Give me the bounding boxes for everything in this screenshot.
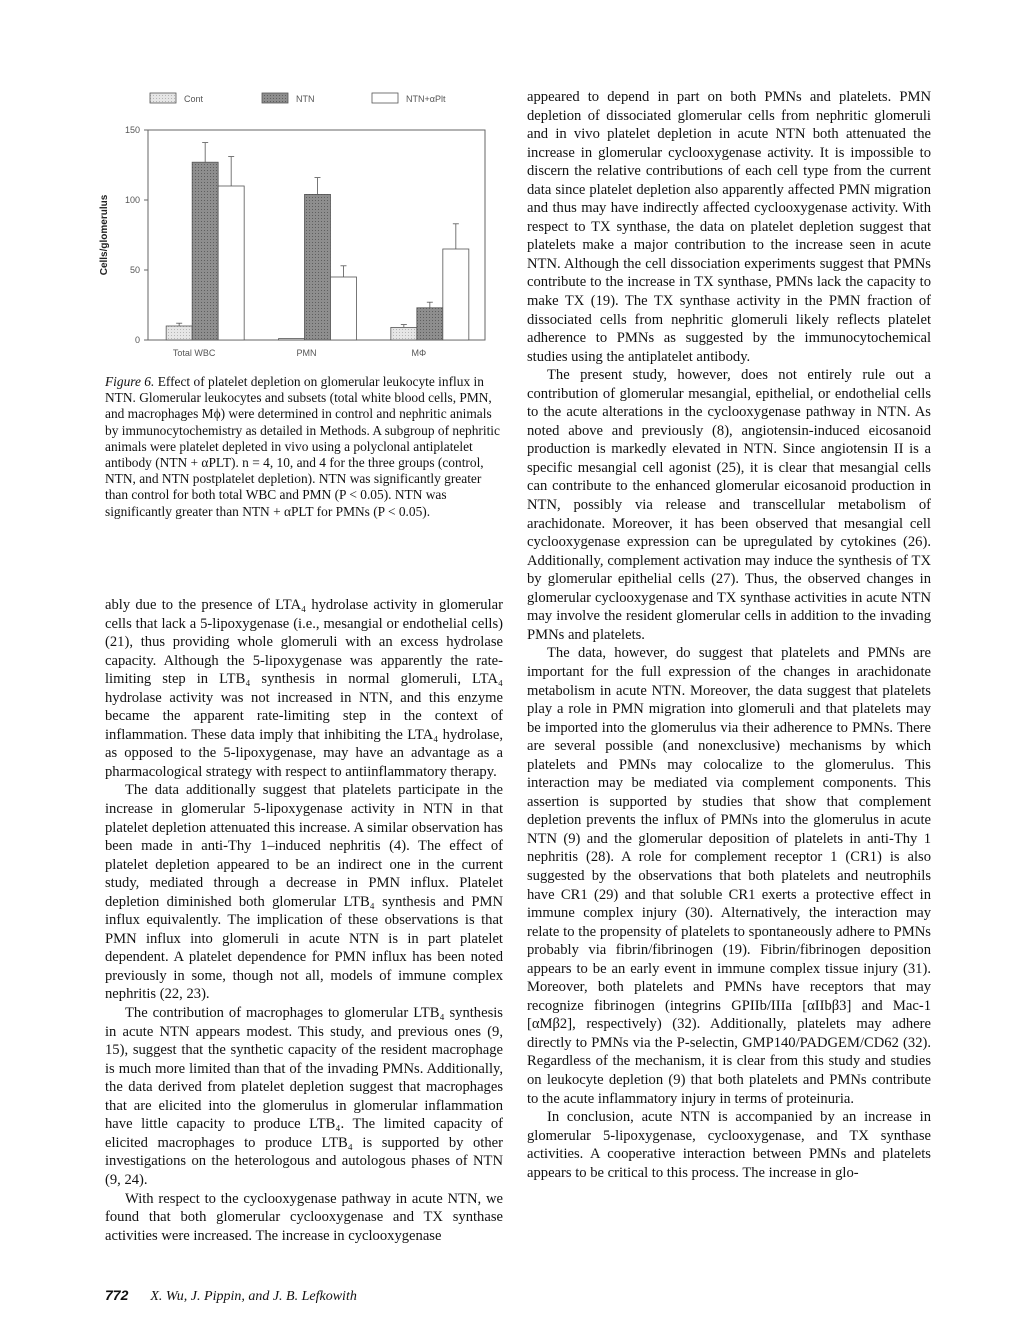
legend-swatch [372,93,398,103]
footer-authors: X. Wu, J. Pippin, and J. B. Lefkowith [150,1289,357,1304]
x-tick-label: Total WBC [172,348,216,358]
legend-label: Cont [184,94,204,104]
figure-6-bar-chart [90,80,500,370]
page-footer [105,1287,357,1305]
right-column-text [527,88,931,1182]
legend-label: NTN+αPlt [406,94,446,104]
paragraph: The present study, however, does not entirely rule out a contribution of glomerular mesangial, epithelial, or endothelial cells to the acute alterations in the cyclooxygenase pathway in NTN. As noted above and previously (8), angiotensin-induced eicosanoid production is markedly elevated in NTN. Since angiotensin II is a specific mesangial cell agonist (25), it is clear that mesangial cells can contribute to the enhanced glomerular eicosanoid production in NTN, possibly via release and transcellular metabolism of arachidonate. Moreover, it has been observed that mesangial cell cyclooxygenase expression can be upregulated by cytokines (26). Additionally, complement activation may induce the synthesis of TX by glomerular epithelial cells (27). Thus, the observed changes in glomerular cyclooxygenase and TX synthase activities in acute NTN may involve the resident glomerular cells in addition to the invading PMNs and platelets. [527,367,931,643]
caption-text: Effect of platelet depletion on glomerular leukocyte influx in NTN. Glomerular leukocytes and subsets (total white blood cells, PMN, and macrophages Mϕ) were determined in control and nephritic animals by immunocytochemistry as detailed in Methods. A subgroup of nephritic animals were platelet depleted in vivo using a polyclonal antiplatelet antibody (NTN + αPLT). n = 4, 10, and 4 for the three groups (control, NTN, and NTN postplatelet depletion). NTN was significantly greater than control for both total WBC and PMN (P < 0.05). NTN was significantly greater than NTN + αPLT for PMNs (P < 0.05). [105,374,500,519]
chart-legend [150,93,446,104]
page-number: 772 [105,1287,129,1303]
figure-caption [105,374,503,520]
paragraph: appeared to depend in part on both PMNs and platelets. PMN depletion of dissociated glomerular cells from nephritic glomeruli and in vivo platelet depletion in acute NTN both attenuated the increase in glomerular cyclooxygenase activity. It is impossible to discern the relative contributions of each cell type from the current data since platelet depletion also apparently affected PMN migration and thus may have indirectly affected cyclooxygenase activity. With respect to TX synthase, the data on platelet depletion suggest that platelets make a major contribution to the increase seen in acute NTN. Although the cell dissociation experiments suggest that PMNs contribute to the increase in TX synthase, PMNs lack the capacity to make TX (19). The TX synthase activity in the PMN fraction of dissociated cells from nephritic glomeruli likely reflects platelet adherence to PMNs as suggested by the immunocytochemical studies using the antiplatelet antibody. [527,89,931,365]
x-tick-label: MΦ [411,348,427,358]
legend-swatch [150,93,176,103]
paragraph: With respect to the cyclooxygenase pathway in acute NTN, we found that both glomerular cyclooxygenase and TX synthase activities were increased. The increase in cyclooxygenase [105,1190,503,1244]
paragraph: The contribution of macrophages to glomerular LTB₄ synthesis in acute NTN appears modest. This study, and previous ones (9, 15), suggest that the synthetic capacity of the resident macrophage is much more limited than that of the invading PMNs. Additionally, the data derived from platelet depletion suggest that macrophages that are elicited into the glomerulus in glomerular inflammation have little capacity to produce LTB₄. The limited capacity of elicited macrophages to produce LTB₄ is supported by other investigations on the heterologous and autologous phases of NTN (9, 24). [105,1005,503,1188]
legend-label: NTN [296,94,315,104]
x-tick-label: PMN [296,348,317,358]
bar-cont-0 [166,326,192,340]
paragraph: The data additionally suggest that platelets participate in the increase in glomerular 5-lipoxygenase activity in NTN in that platelet depletion attenuated this increase. A similar observation has been made in anti-Thy 1–induced nephritis (4). The effect of platelet depletion appeared to be an indirect one in the current study, mediated through a decrease in PMN influx. Platelet depletion diminished both glomerular LTB₄ synthesis and PMN influx equivalently. The implication of these observations is that PMN influx into glomeruli in acute NTN is in part platelet dependent. A platelet dependence for PMN influx has been noted previously in some, though not all, models of immune complex nephritis (22, 23). [105,782,503,1003]
paragraph: The data, however, do suggest that platelets and PMNs are important for the full expression of the changes in arachidonate metabolism in acute NTN. Moreover, the data suggest that platelets play a role in PMN migration into glomeruli and that platelets may be imported into the glomerulus via their adherence to PMNs. There are several possible (and nonexclusive) mechanisms by which platelets and PMNs may colocalize to the glomerulus. This interaction may be mediated via complement components. This assertion is supported by studies that show that complement depletion prevents the influx of PMNs into the glomerulus in acute NTN (9) and the glomerular deposition of platelets in anti-Thy 1 nephritis (28). A role for complement receptor 1 (CR1) is also suggested by the observations that both platelets and neutrophils have CR1 (29) and that soluble CR1 exerts a protective effect in immune complex injury (30). Alternatively, the interaction may relate to the propensity of platelets to spontaneously adhere to PMNs probably via fibrin/fibrinogen (19). Fibrin/fibrinogen deposition appears to be an early event in immune complex tissue injury (31). Moreover, both platelets and PMNs have receptors that may recognize fibrinogen (integrins GPIIb/IIIa [αIIbβ3] and Mac-1 [αMβ2], respectively) (32). Additionally, platelets may adhere directly to PMNs via the P-selectin, GMP140/PADGEM/CD62 (32). Regardless of the mechanism, it is clear from this study and studies on leukocyte depletion (9) that both platelets and PMNs contribute to the acute inflammatory injury in terms of proteinuria. [527,645,931,1107]
y-tick-label: 150 [124,125,140,135]
bar-cont-2 [391,327,417,340]
bar-ntn-plt-2 [443,249,469,340]
bar-ntn-0 [192,162,218,340]
bar-ntn-2 [417,308,443,340]
paragraph: ably due to the presence of LTA₄ hydrolase activity in glomerular cells that lack a 5-lipoxygenase (i.e., mesangial or endothelial cells) (21), thus providing whole glomeruli with an excess hydrolase capacity. Although the 5-lipoxygenase was apparently the rate-limiting step in LTB₄ synthesis in normal glomeruli, LTA₄ hydrolase activity was not increased in NTN, and this enzyme became the apparent rate-limiting step in the context of inflammation. These data imply that inhibiting the LTA₄ hydrolase, as opposed to the 5-lipoxygenase, may have an advantage as a pharmacological strategy with respect to antiinflammatory therapy. [105,597,503,780]
figure-label: Figure 6. [105,374,155,389]
y-axis-label: Cells/glomerulus [99,194,110,276]
bar-cont-1 [279,339,305,340]
paragraph: In conclusion, acute NTN is accompanied by an increase in glomerular 5-lipoxygenase, cyclooxygenase, and TX synthase activities. A cooperative interaction between PMNs and platelets appears to be critical to this process. The increase in glo- [527,1109,931,1181]
y-tick-label: 100 [124,195,140,205]
legend-swatch [262,93,288,103]
y-tick-label: 50 [129,265,140,275]
y-tick-label: 0 [134,335,140,345]
bar-ntn-1 [305,194,331,340]
left-column-text [105,596,503,1245]
bar-ntn-plt-0 [218,186,244,340]
bar-ntn-plt-1 [331,277,357,340]
